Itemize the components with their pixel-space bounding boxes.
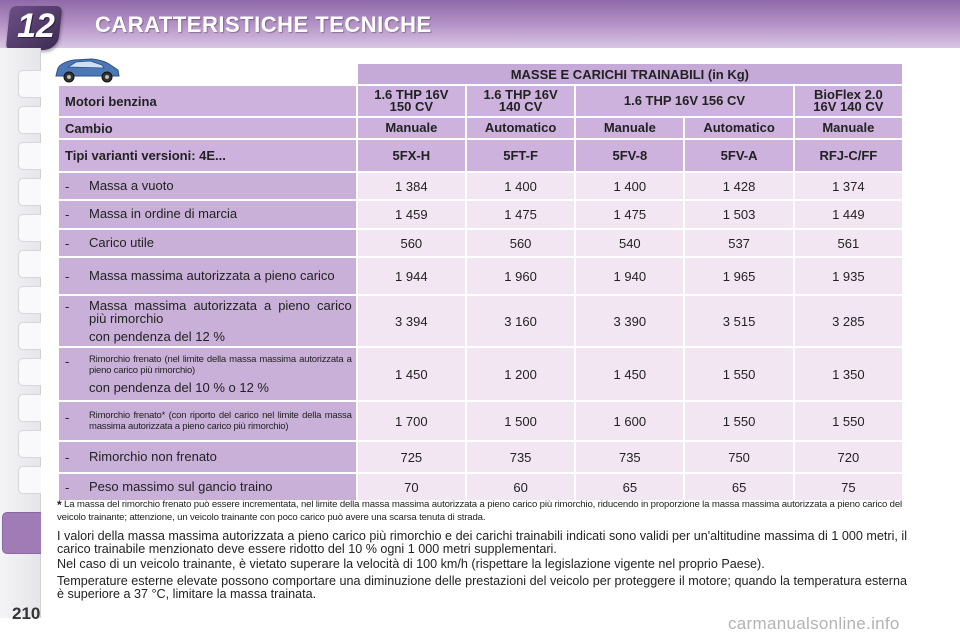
value-cell: 1 503 xyxy=(685,201,792,228)
dash: - xyxy=(65,268,70,284)
variants-row xyxy=(59,140,902,171)
row-label: Carico utile xyxy=(89,234,155,250)
row-label: Rimorchio frenato* (con riporto del carico nel limite della massa massima autorizzata a pieno carico più rimorchio) xyxy=(89,410,352,432)
row-label-cell xyxy=(59,230,356,256)
chapter-tab-active[interactable] xyxy=(2,512,41,554)
row-label-cell xyxy=(59,296,356,346)
dash: - xyxy=(65,235,70,251)
dash: - xyxy=(65,449,70,465)
value-cell: 1 965 xyxy=(685,258,792,294)
row-label: Peso massimo sul gancio traino xyxy=(89,478,273,494)
dash: - xyxy=(65,479,70,495)
engines-row xyxy=(59,86,902,116)
value-cell: 1 459 xyxy=(358,201,465,228)
row-label-cell xyxy=(59,258,356,294)
value-cell: 735 xyxy=(576,442,683,472)
value-cell: 1 450 xyxy=(576,348,683,400)
page-number: 210 xyxy=(12,604,41,623)
chapter-tab[interactable] xyxy=(18,106,41,134)
value-cell: 60 xyxy=(467,474,574,500)
value-cell: 1 475 xyxy=(467,201,574,228)
chapter-tab[interactable] xyxy=(18,466,41,494)
value-cell: 561 xyxy=(795,230,902,256)
engine-label: Motori benzina xyxy=(59,86,356,116)
table-row xyxy=(59,173,902,199)
value-cell: 3 390 xyxy=(576,296,683,346)
engine-header: BioFlex 2.0 16V 140 CV xyxy=(795,86,902,116)
value-cell: 1 550 xyxy=(685,348,792,400)
engine-header: 1.6 THP 16V 140 CV xyxy=(467,86,574,116)
value-cell: 1 400 xyxy=(576,173,683,199)
chapter-tab[interactable] xyxy=(18,286,41,314)
gearbox-cell: Automatico xyxy=(467,118,574,138)
value-cell: 1 600 xyxy=(576,402,683,440)
value-cell: 3 515 xyxy=(685,296,792,346)
table-row xyxy=(59,348,902,400)
table-row xyxy=(59,442,902,472)
chapter-tab[interactable] xyxy=(18,178,41,206)
variant-cell: 5FT-F xyxy=(467,140,574,171)
value-cell: 3 160 xyxy=(467,296,574,346)
variant-cell: RFJ-C/FF xyxy=(795,140,902,171)
value-cell: 70 xyxy=(358,474,465,500)
value-cell: 1 450 xyxy=(358,348,465,400)
table-row xyxy=(59,258,902,294)
value-cell: 1 400 xyxy=(467,173,574,199)
chapter-tab[interactable] xyxy=(18,430,41,458)
value-cell: 1 550 xyxy=(685,402,792,440)
gearbox-cell: Automatico xyxy=(685,118,792,138)
value-cell: 1 449 xyxy=(795,201,902,228)
paragraph-speed: Nel caso di un veicolo trainante, è vietato superare la velocità di 100 km/h (rispettare la legislazione vigente nel proprio Paese). xyxy=(57,557,765,571)
row-label: Massa massima autorizzata a pieno carico più rimorchio xyxy=(89,297,352,326)
dash: - xyxy=(65,178,70,194)
row-sublabel: con pendenza del 10 % o 12 % xyxy=(89,379,269,395)
value-cell: 1 940 xyxy=(576,258,683,294)
value-cell: 1 700 xyxy=(358,402,465,440)
table-row xyxy=(59,296,902,346)
value-cell: 65 xyxy=(576,474,683,500)
gearbox-row xyxy=(59,118,902,138)
value-cell: 1 374 xyxy=(795,173,902,199)
value-cell: 3 394 xyxy=(358,296,465,346)
chapter-tab[interactable] xyxy=(18,250,41,278)
value-cell: 1 500 xyxy=(467,402,574,440)
chapter-number: 12 xyxy=(17,7,55,45)
value-cell: 1 960 xyxy=(467,258,574,294)
towing-weights-table xyxy=(57,62,904,502)
value-cell: 1 475 xyxy=(576,201,683,228)
footnote-text: La massa del rimorchio frenato può essere incrementata, nel limite della massa massima autorizzata a pieno carico più rimorchio, riducendo in proporzione la massa massima autorizzata a pieno carico del veicolo trainante; attenzione, un veicolo trainante con poco carico può avere una scarsa tenuta di strada. xyxy=(57,499,903,523)
variant-cell: 5FV-8 xyxy=(576,140,683,171)
chapter-tab[interactable] xyxy=(18,142,41,170)
value-cell: 75 xyxy=(795,474,902,500)
engine-header: 1.6 THP 16V 156 CV xyxy=(576,86,793,116)
row-label: Massa in ordine di marcia xyxy=(89,206,238,221)
paragraph-altitude: I valori della massa massima autorizzata a pieno carico più rimorchio e dei carichi trainabili indicati sono validi per un'altitudine massima di 1 000 metri, il carico trainabile menzionato deve essere ridotto del 10 % ogni 1 000 metri supplementari. xyxy=(57,529,907,556)
value-cell: 1 944 xyxy=(358,258,465,294)
chapter-tab[interactable] xyxy=(18,358,41,386)
value-cell: 560 xyxy=(467,230,574,256)
table-title: MASSE E CARICHI TRAINABILI (in Kg) xyxy=(358,64,902,84)
value-cell: 1 350 xyxy=(795,348,902,400)
row-label-cell xyxy=(59,173,356,199)
variant-cell: 5FX-H xyxy=(358,140,465,171)
chapter-tab[interactable] xyxy=(18,70,41,98)
row-label: Rimorchio non frenato xyxy=(89,448,217,464)
dash: - xyxy=(65,410,70,425)
chapter-tab[interactable] xyxy=(18,394,41,422)
row-label: Massa a vuoto xyxy=(89,177,174,193)
gearbox-cell: Manuale xyxy=(795,118,902,138)
value-cell: 3 285 xyxy=(795,296,902,346)
table-row xyxy=(59,402,902,440)
value-cell: 720 xyxy=(795,442,902,472)
footnote xyxy=(57,499,907,524)
row-label-cell xyxy=(59,348,356,400)
paragraph-temperature: Temperature esterne elevate possono comportare una diminuzione delle prestazioni del veicolo per proteggere il motore; quando la temperatura esterna è superiore a 37 °C, limitare la massa trainata. xyxy=(57,574,907,601)
page-title: CARATTERISTICHE TECNICHE xyxy=(95,12,432,37)
chapter-tab[interactable] xyxy=(18,214,41,242)
gearbox-label: Cambio xyxy=(59,118,356,138)
value-cell: 750 xyxy=(685,442,792,472)
value-cell: 540 xyxy=(576,230,683,256)
table-row xyxy=(59,230,902,256)
dash: - xyxy=(65,298,70,314)
watermark: carmanualsonline.info xyxy=(728,614,900,633)
row-label-cell xyxy=(59,402,356,440)
variant-cell: 5FV-A xyxy=(685,140,792,171)
row-label-cell xyxy=(59,474,356,500)
row-label-cell xyxy=(59,201,356,228)
gearbox-cell: Manuale xyxy=(358,118,465,138)
table-row xyxy=(59,474,902,500)
row-sublabel: con pendenza del 12 % xyxy=(89,328,225,344)
table-row xyxy=(59,201,902,228)
value-cell: 1 935 xyxy=(795,258,902,294)
dash: - xyxy=(65,207,70,222)
value-cell: 735 xyxy=(467,442,574,472)
chapter-tab[interactable] xyxy=(18,322,41,350)
gearbox-cell: Manuale xyxy=(576,118,683,138)
value-cell: 1 384 xyxy=(358,173,465,199)
footnote-star: * xyxy=(57,498,62,512)
value-cell: 725 xyxy=(358,442,465,472)
engine-header: 1.6 THP 16V 150 CV xyxy=(358,86,465,116)
value-cell: 1 200 xyxy=(467,348,574,400)
dash: - xyxy=(65,353,70,369)
row-label: Massa massima autorizzata a pieno carico xyxy=(89,267,335,283)
row-label-cell xyxy=(59,442,356,472)
value-cell: 537 xyxy=(685,230,792,256)
value-cell: 560 xyxy=(358,230,465,256)
variants-label: Tipi varianti versioni: 4E... xyxy=(59,140,356,171)
value-cell: 65 xyxy=(685,474,792,500)
value-cell: 1 550 xyxy=(795,402,902,440)
value-cell: 1 428 xyxy=(685,173,792,199)
row-label: Rimorchio frenato (nel limite della massa massima autorizzata a pieno carico più rimorchio) xyxy=(89,353,352,376)
